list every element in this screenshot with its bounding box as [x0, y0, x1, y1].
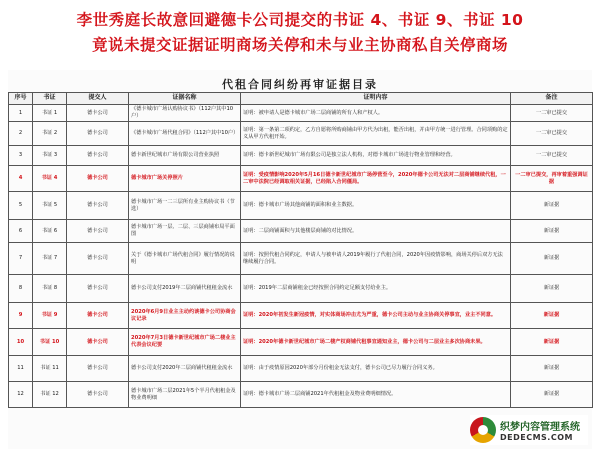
table-row — [9, 166, 593, 192]
cell-evidence-id: 书证 10 — [33, 329, 67, 356]
cell-submitter: 德卡公司 — [67, 166, 129, 192]
watermark — [470, 415, 588, 445]
col-header-evidence-name: 证据名称 — [129, 93, 241, 105]
cell-evidence-id: 书证 4 — [33, 166, 67, 192]
cell-submitter: 德卡公司 — [67, 243, 129, 275]
cell-note: 新证据 — [511, 356, 593, 382]
cell-proof-content: 证明：按照代租合同约定，申请人与被申请人2019年履行了代租合同，2020年因疫情影响，商场关停后双方无法继续履行合同。 — [241, 243, 511, 275]
cell-row-number: 11 — [9, 356, 33, 382]
cell-evidence-id: 书证 5 — [33, 192, 67, 220]
cell-note: 一二审已提交 — [511, 105, 593, 122]
headline-line-1: 李世秀庭长故意回避德卡公司提交的书证 4、书证 9、书证 10 — [76, 11, 524, 29]
cell-evidence-id: 书证 11 — [33, 356, 67, 382]
cell-evidence-name: 德卡公司支付2020年二层商铺代租租金流水 — [129, 356, 241, 382]
evidence-document — [8, 70, 592, 449]
col-header-proof-content: 证明内容 — [241, 93, 511, 105]
cell-evidence-id: 书证 9 — [33, 303, 67, 329]
cell-proof-content: 证明：第一条第二项约定，乙方自愿将所购商铺由甲方代为出租，能否出租，并由甲方统一进行管理。合同项购的定义从甲方代租开始。 — [241, 122, 511, 146]
cell-submitter: 德卡公司 — [67, 146, 129, 166]
cell-row-number: 5 — [9, 192, 33, 220]
cell-row-number: 8 — [9, 275, 33, 303]
cell-evidence-name: 德卡城市广场一二三层所有业主购协议书（节选） — [129, 192, 241, 220]
cell-evidence-id: 书证 8 — [33, 275, 67, 303]
cell-note: 新证据 — [511, 303, 593, 329]
cell-submitter: 德卡公司 — [67, 329, 129, 356]
cell-row-number: 3 — [9, 146, 33, 166]
cell-row-number: 10 — [9, 329, 33, 356]
cell-submitter: 德卡公司 — [67, 220, 129, 243]
cell-row-number: 4 — [9, 166, 33, 192]
table-row — [9, 329, 593, 356]
table-row — [9, 243, 593, 275]
cell-proof-content: 证明：2020年德卡新世纪城市广场二楼产权商铺代租事宜通知业主，德卡公司与二层业主多次协商未果。 — [241, 329, 511, 356]
cell-evidence-name: 关于《德卡城市广场代租合同》履行情况的说明 — [129, 243, 241, 275]
cell-evidence-id: 书证 6 — [33, 220, 67, 243]
cell-submitter: 德卡公司 — [67, 303, 129, 329]
table-header-row — [9, 93, 593, 105]
cell-row-number: 7 — [9, 243, 33, 275]
cell-note: 新证据 — [511, 329, 593, 356]
col-header-note: 备注 — [511, 93, 593, 105]
cell-submitter: 德卡公司 — [67, 275, 129, 303]
table-row — [9, 192, 593, 220]
table-row — [9, 356, 593, 382]
cell-note: 新证据 — [511, 243, 593, 275]
cell-evidence-id: 书证 7 — [33, 243, 67, 275]
cell-evidence-id: 书证 2 — [33, 122, 67, 146]
cell-evidence-name: 《德卡城市广场认购协议书》（112户其中10户） — [129, 105, 241, 122]
watermark-cn: 织梦内容管理系统 — [500, 422, 580, 433]
table-row — [9, 275, 593, 303]
cell-evidence-name: 德卡新世纪城市广场有限公司营业执照 — [129, 146, 241, 166]
cell-submitter: 德卡公司 — [67, 382, 129, 408]
cell-evidence-name: 2020年7月3日德卡新世纪城市广场二楼业主代表会议纪要 — [129, 329, 241, 356]
table-row — [9, 220, 593, 243]
cell-row-number: 2 — [9, 122, 33, 146]
cell-proof-content: 证明：被申请人是德卡城市广场二层商铺的所有人和产权人。 — [241, 105, 511, 122]
cell-row-number: 6 — [9, 220, 33, 243]
cell-evidence-name: 德卡城市广场一层、二层、三层商铺布局平面图 — [129, 220, 241, 243]
cell-row-number: 1 — [9, 105, 33, 122]
cell-note: 新证据 — [511, 220, 593, 243]
evidence-table-body — [9, 105, 593, 408]
cell-evidence-name: 德卡城市广场二层2021年5个半月代租租金及物业费明细 — [129, 382, 241, 408]
cell-note: 新证据 — [511, 382, 593, 408]
table-row — [9, 122, 593, 146]
cell-evidence-name: 德卡公司支付2019年二层商铺代租租金流水 — [129, 275, 241, 303]
headline — [0, 8, 600, 58]
cell-note: 新证据 — [511, 192, 593, 220]
cell-submitter: 德卡公司 — [67, 192, 129, 220]
table-row — [9, 382, 593, 408]
cell-evidence-id: 书证 12 — [33, 382, 67, 408]
cell-note: 新证据 — [511, 275, 593, 303]
cell-proof-content: 证明：德卡城市广场其他商铺的面积和业主数据。 — [241, 192, 511, 220]
cell-evidence-id: 书证 1 — [33, 105, 67, 122]
col-header-submitter: 提交人 — [67, 93, 129, 105]
cell-row-number: 9 — [9, 303, 33, 329]
document-title: 代租合同纠纷再审证据目录 — [222, 78, 378, 91]
cell-submitter: 德卡公司 — [67, 122, 129, 146]
table-row — [9, 303, 593, 329]
col-header-no: 序号 — [9, 93, 33, 105]
evidence-table — [8, 92, 593, 408]
cell-proof-content: 证明：德卡城市广场二层商铺2021年代租租金及物业费明细情况。 — [241, 382, 511, 408]
cell-submitter: 德卡公司 — [67, 105, 129, 122]
cell-proof-content: 证明：德卡新世纪城市广场有限公司是独立法人机构，对德卡城市广场进行物业管理和经营。 — [241, 146, 511, 166]
table-row — [9, 146, 593, 166]
cell-proof-content: 证明：二层商铺面积与其他楼层商铺的对比情况。 — [241, 220, 511, 243]
col-header-id: 书证 — [33, 93, 67, 105]
cell-note: 一二审已提交 — [511, 146, 593, 166]
cell-note: 一二审已提交 — [511, 122, 593, 146]
cell-proof-content: 证明：由于疫情原因2020年部分月份租金无法支付，德卡公司已尽力履行合同义务。 — [241, 356, 511, 382]
cell-proof-content: 证明：2019年二层商铺租金已经按照合同约定足额支付给业主。 — [241, 275, 511, 303]
cell-proof-content: 证明：2020年初发生新冠疫情，对实体商场冲击尤为严重，德卡公司主动与业主协商关停事宜，业主不同意。 — [241, 303, 511, 329]
headline-line-2: 竟说未提交证据证明商场关停和未与业主协商私自关停商场 — [91, 36, 508, 54]
cell-evidence-name: 《德卡城市广场代租合同》（112户其中10户） — [129, 122, 241, 146]
dedecms-logo-icon — [470, 417, 496, 443]
cell-evidence-name: 2020年6月9日业主主动约谈德卡公司协商会议记录 — [129, 303, 241, 329]
cell-evidence-name: 德卡城市广场关停照片 — [129, 166, 241, 192]
cell-proof-content: 证明：受疫情影响2020年5月16日德卡新世纪城市广场停营至今，2020年德卡公司无法对二层商铺继续代租，一二审中法院已经调取相关证据，已经陷入合同僵局。 — [241, 166, 511, 192]
cell-submitter: 德卡公司 — [67, 356, 129, 382]
cell-row-number: 12 — [9, 382, 33, 408]
cell-evidence-id: 书证 3 — [33, 146, 67, 166]
cell-note: 一二审已提交，再审着重强调证据 — [511, 166, 593, 192]
watermark-en: DEDECMS.COM — [500, 433, 573, 442]
table-row — [9, 105, 593, 122]
